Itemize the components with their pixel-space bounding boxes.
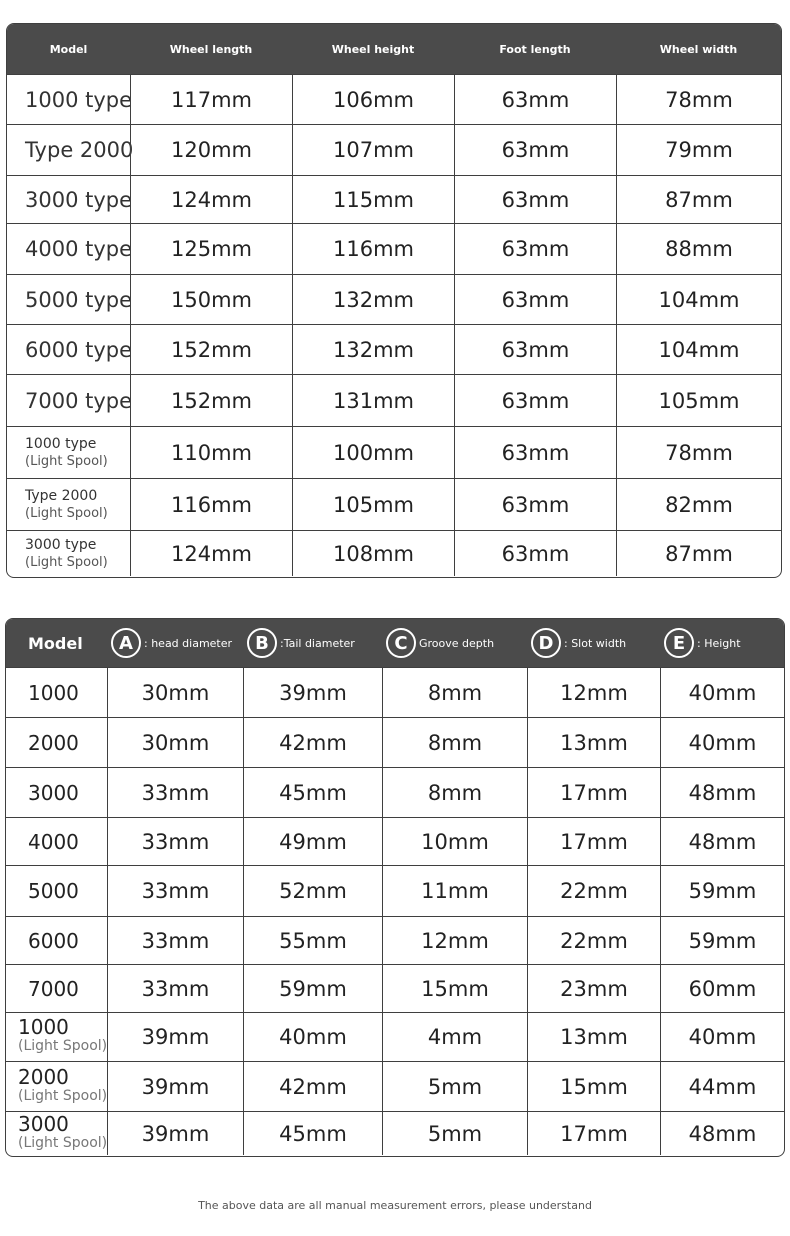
value-cell: 152mm (130, 325, 292, 374)
value-cell: 55mm (243, 917, 382, 964)
table-row (7, 124, 781, 175)
model-name: 6000 type (25, 337, 133, 362)
value-cell: 105mm (616, 375, 781, 426)
value-cell: 49mm (243, 818, 382, 865)
header-model: Model (28, 633, 83, 653)
value-cell: 150mm (130, 275, 292, 324)
model-cell (6, 1013, 107, 1061)
model-name: 7000 type (25, 388, 133, 413)
model-cell (6, 866, 107, 916)
table-row (7, 426, 781, 478)
value-cell: 110mm (130, 427, 292, 478)
value-cell: 78mm (616, 427, 781, 478)
header-groove-depth (382, 628, 527, 658)
model-cell (7, 176, 133, 223)
value-cell: 125mm (130, 224, 292, 274)
model-name: 1000 type (25, 87, 133, 112)
model-cell (7, 224, 133, 274)
model-subtitle: (Light Spool) (25, 453, 108, 469)
value-cell: 30mm (107, 668, 243, 717)
value-cell: 59mm (243, 965, 382, 1012)
model-name: 2000 (18, 1064, 69, 1089)
value-cell: 63mm (454, 375, 616, 426)
table-row (7, 374, 781, 426)
value-cell: 40mm (660, 718, 784, 767)
header-model: Model (49, 42, 88, 56)
value-cell: 8mm (382, 768, 527, 817)
model-name: Type 2000 (25, 487, 98, 504)
value-cell: 87mm (616, 531, 781, 576)
model-name: 4000 type (25, 237, 133, 261)
value-cell: 117mm (130, 75, 292, 124)
value-cell: 33mm (107, 917, 243, 964)
table-header (7, 24, 781, 74)
wheel-dimensions-table (6, 23, 782, 578)
value-cell: 8mm (382, 668, 527, 717)
table-row (6, 717, 784, 767)
model-cell (6, 1112, 107, 1155)
model-name: 3000 (18, 1111, 69, 1136)
model-name: 1000 type (25, 435, 97, 452)
value-cell: 116mm (130, 479, 292, 530)
value-cell: 39mm (107, 1013, 243, 1061)
value-cell: 48mm (660, 1112, 784, 1155)
value-cell: 82mm (616, 479, 781, 530)
value-cell: 13mm (527, 718, 660, 767)
value-cell: 63mm (454, 427, 616, 478)
table-row (6, 667, 784, 717)
value-cell: 12mm (382, 917, 527, 964)
value-cell: 59mm (660, 866, 784, 916)
table-row (6, 916, 784, 964)
model-name: 2000 (28, 730, 79, 755)
header-wheel-length: Wheel length (169, 42, 253, 56)
header-label: :Tail diameter (280, 636, 355, 650)
value-cell: 116mm (292, 224, 454, 274)
value-cell: 40mm (660, 1013, 784, 1061)
value-cell: 87mm (616, 176, 781, 223)
model-cell (7, 531, 130, 576)
value-cell: 63mm (454, 75, 616, 124)
value-cell: 4mm (382, 1013, 527, 1061)
value-cell: 11mm (382, 866, 527, 916)
model-cell (6, 965, 107, 1012)
value-cell: 8mm (382, 718, 527, 767)
value-cell: 63mm (454, 125, 616, 175)
header-label: : Height (697, 636, 741, 650)
value-cell: 17mm (527, 818, 660, 865)
value-cell: 105mm (292, 479, 454, 530)
header-height (660, 628, 784, 658)
value-cell: 44mm (660, 1062, 784, 1111)
value-cell: 107mm (292, 125, 454, 175)
table-header (6, 619, 784, 667)
header-foot-length: Foot length (499, 42, 571, 56)
model-cell (6, 1062, 107, 1111)
value-cell: 104mm (616, 325, 781, 374)
model-name: 7000 (28, 976, 79, 1001)
header-slot-width (527, 628, 660, 658)
value-cell: 33mm (107, 768, 243, 817)
model-cell (7, 75, 133, 124)
spool-dimensions-table (5, 618, 785, 1157)
model-cell (6, 768, 107, 817)
header-wheel-height: Wheel height (331, 42, 415, 56)
model-subtitle: (Light Spool) (18, 1087, 108, 1104)
value-cell: 15mm (527, 1062, 660, 1111)
table-row (7, 324, 781, 374)
value-cell: 13mm (527, 1013, 660, 1061)
model-cell (6, 718, 107, 767)
value-cell: 48mm (660, 768, 784, 817)
value-cell: 23mm (527, 965, 660, 1012)
table-row (6, 964, 784, 1012)
value-cell: 124mm (130, 531, 292, 576)
table-row (7, 530, 781, 576)
letter-a-badge-icon: A (111, 628, 141, 658)
model-name: 5000 (28, 879, 79, 903)
header-head-diameter (107, 628, 243, 658)
value-cell: 39mm (107, 1112, 243, 1155)
value-cell: 108mm (292, 531, 454, 576)
model-name: 3000 type (25, 536, 97, 553)
value-cell: 88mm (616, 224, 781, 274)
letter-e-badge-icon: E (664, 628, 694, 658)
value-cell: 17mm (527, 768, 660, 817)
value-cell: 30mm (107, 718, 243, 767)
value-cell: 22mm (527, 917, 660, 964)
model-cell (7, 427, 130, 478)
model-name: 3000 (28, 780, 79, 805)
value-cell: 42mm (243, 718, 382, 767)
value-cell: 79mm (616, 125, 781, 175)
letter-c-badge-icon: C (386, 628, 416, 658)
value-cell: 40mm (243, 1013, 382, 1061)
value-cell: 100mm (292, 427, 454, 478)
value-cell: 132mm (292, 275, 454, 324)
value-cell: 60mm (660, 965, 784, 1012)
model-name: 5000 type (25, 287, 133, 312)
value-cell: 78mm (616, 75, 781, 124)
model-cell (6, 917, 107, 964)
table-row (7, 223, 781, 274)
value-cell: 63mm (454, 325, 616, 374)
table-row (6, 817, 784, 865)
value-cell: 63mm (454, 224, 616, 274)
model-cell (7, 479, 130, 530)
value-cell: 45mm (243, 768, 382, 817)
value-cell: 33mm (107, 965, 243, 1012)
model-subtitle: (Light Spool) (25, 505, 108, 521)
table-row (7, 74, 781, 124)
model-subtitle: (Light Spool) (25, 554, 108, 570)
value-cell: 33mm (107, 866, 243, 916)
model-cell (6, 818, 107, 865)
value-cell: 63mm (454, 531, 616, 576)
table-row (6, 1061, 784, 1111)
model-cell (6, 668, 107, 717)
value-cell: 63mm (454, 479, 616, 530)
value-cell: 63mm (454, 176, 616, 223)
table-row (6, 1012, 784, 1061)
header-label: : Slot width (564, 636, 627, 650)
value-cell: 17mm (527, 1112, 660, 1155)
model-cell (7, 275, 133, 324)
table-row (7, 478, 781, 530)
model-subtitle: (Light Spool) (18, 1038, 108, 1054)
table-row (6, 865, 784, 916)
value-cell: 115mm (292, 176, 454, 223)
value-cell: 106mm (292, 75, 454, 124)
value-cell: 104mm (616, 275, 781, 324)
value-cell: 45mm (243, 1112, 382, 1155)
table-row (7, 175, 781, 223)
header-label: Groove depth (419, 636, 495, 650)
header-label: : head diameter (144, 636, 233, 650)
value-cell: 152mm (130, 375, 292, 426)
value-cell: 12mm (527, 668, 660, 717)
value-cell: 42mm (243, 1062, 382, 1111)
value-cell: 63mm (454, 275, 616, 324)
model-cell (7, 125, 134, 175)
model-name: 4000 (28, 829, 79, 854)
value-cell: 52mm (243, 866, 382, 916)
model-name: 6000 (28, 928, 79, 953)
value-cell: 39mm (243, 668, 382, 717)
value-cell: 124mm (130, 176, 292, 223)
value-cell: 132mm (292, 325, 454, 374)
value-cell: 5mm (382, 1112, 527, 1155)
model-subtitle: (Light Spool) (18, 1134, 108, 1151)
value-cell: 120mm (130, 125, 292, 175)
value-cell: 40mm (660, 668, 784, 717)
letter-b-badge-icon: B (247, 628, 277, 658)
model-name: 1000 (18, 1015, 69, 1039)
value-cell: 22mm (527, 866, 660, 916)
footnote: The above data are all manual measurement errors, please understand (198, 1199, 592, 1212)
model-name: 3000 type (25, 187, 133, 212)
model-cell (7, 325, 133, 374)
model-name: 1000 (28, 680, 79, 705)
table-row (6, 767, 784, 817)
value-cell: 33mm (107, 818, 243, 865)
value-cell: 10mm (382, 818, 527, 865)
value-cell: 131mm (292, 375, 454, 426)
value-cell: 15mm (382, 965, 527, 1012)
value-cell: 5mm (382, 1062, 527, 1111)
value-cell: 59mm (660, 917, 784, 964)
value-cell: 48mm (660, 818, 784, 865)
model-cell (7, 375, 133, 426)
letter-d-badge-icon: D (531, 628, 561, 658)
table-row (6, 1111, 784, 1155)
model-name: Type 2000 (25, 138, 134, 162)
header-wheel-width: Wheel width (659, 42, 738, 56)
table-row (7, 274, 781, 324)
header-tail-diameter (243, 628, 382, 658)
value-cell: 39mm (107, 1062, 243, 1111)
